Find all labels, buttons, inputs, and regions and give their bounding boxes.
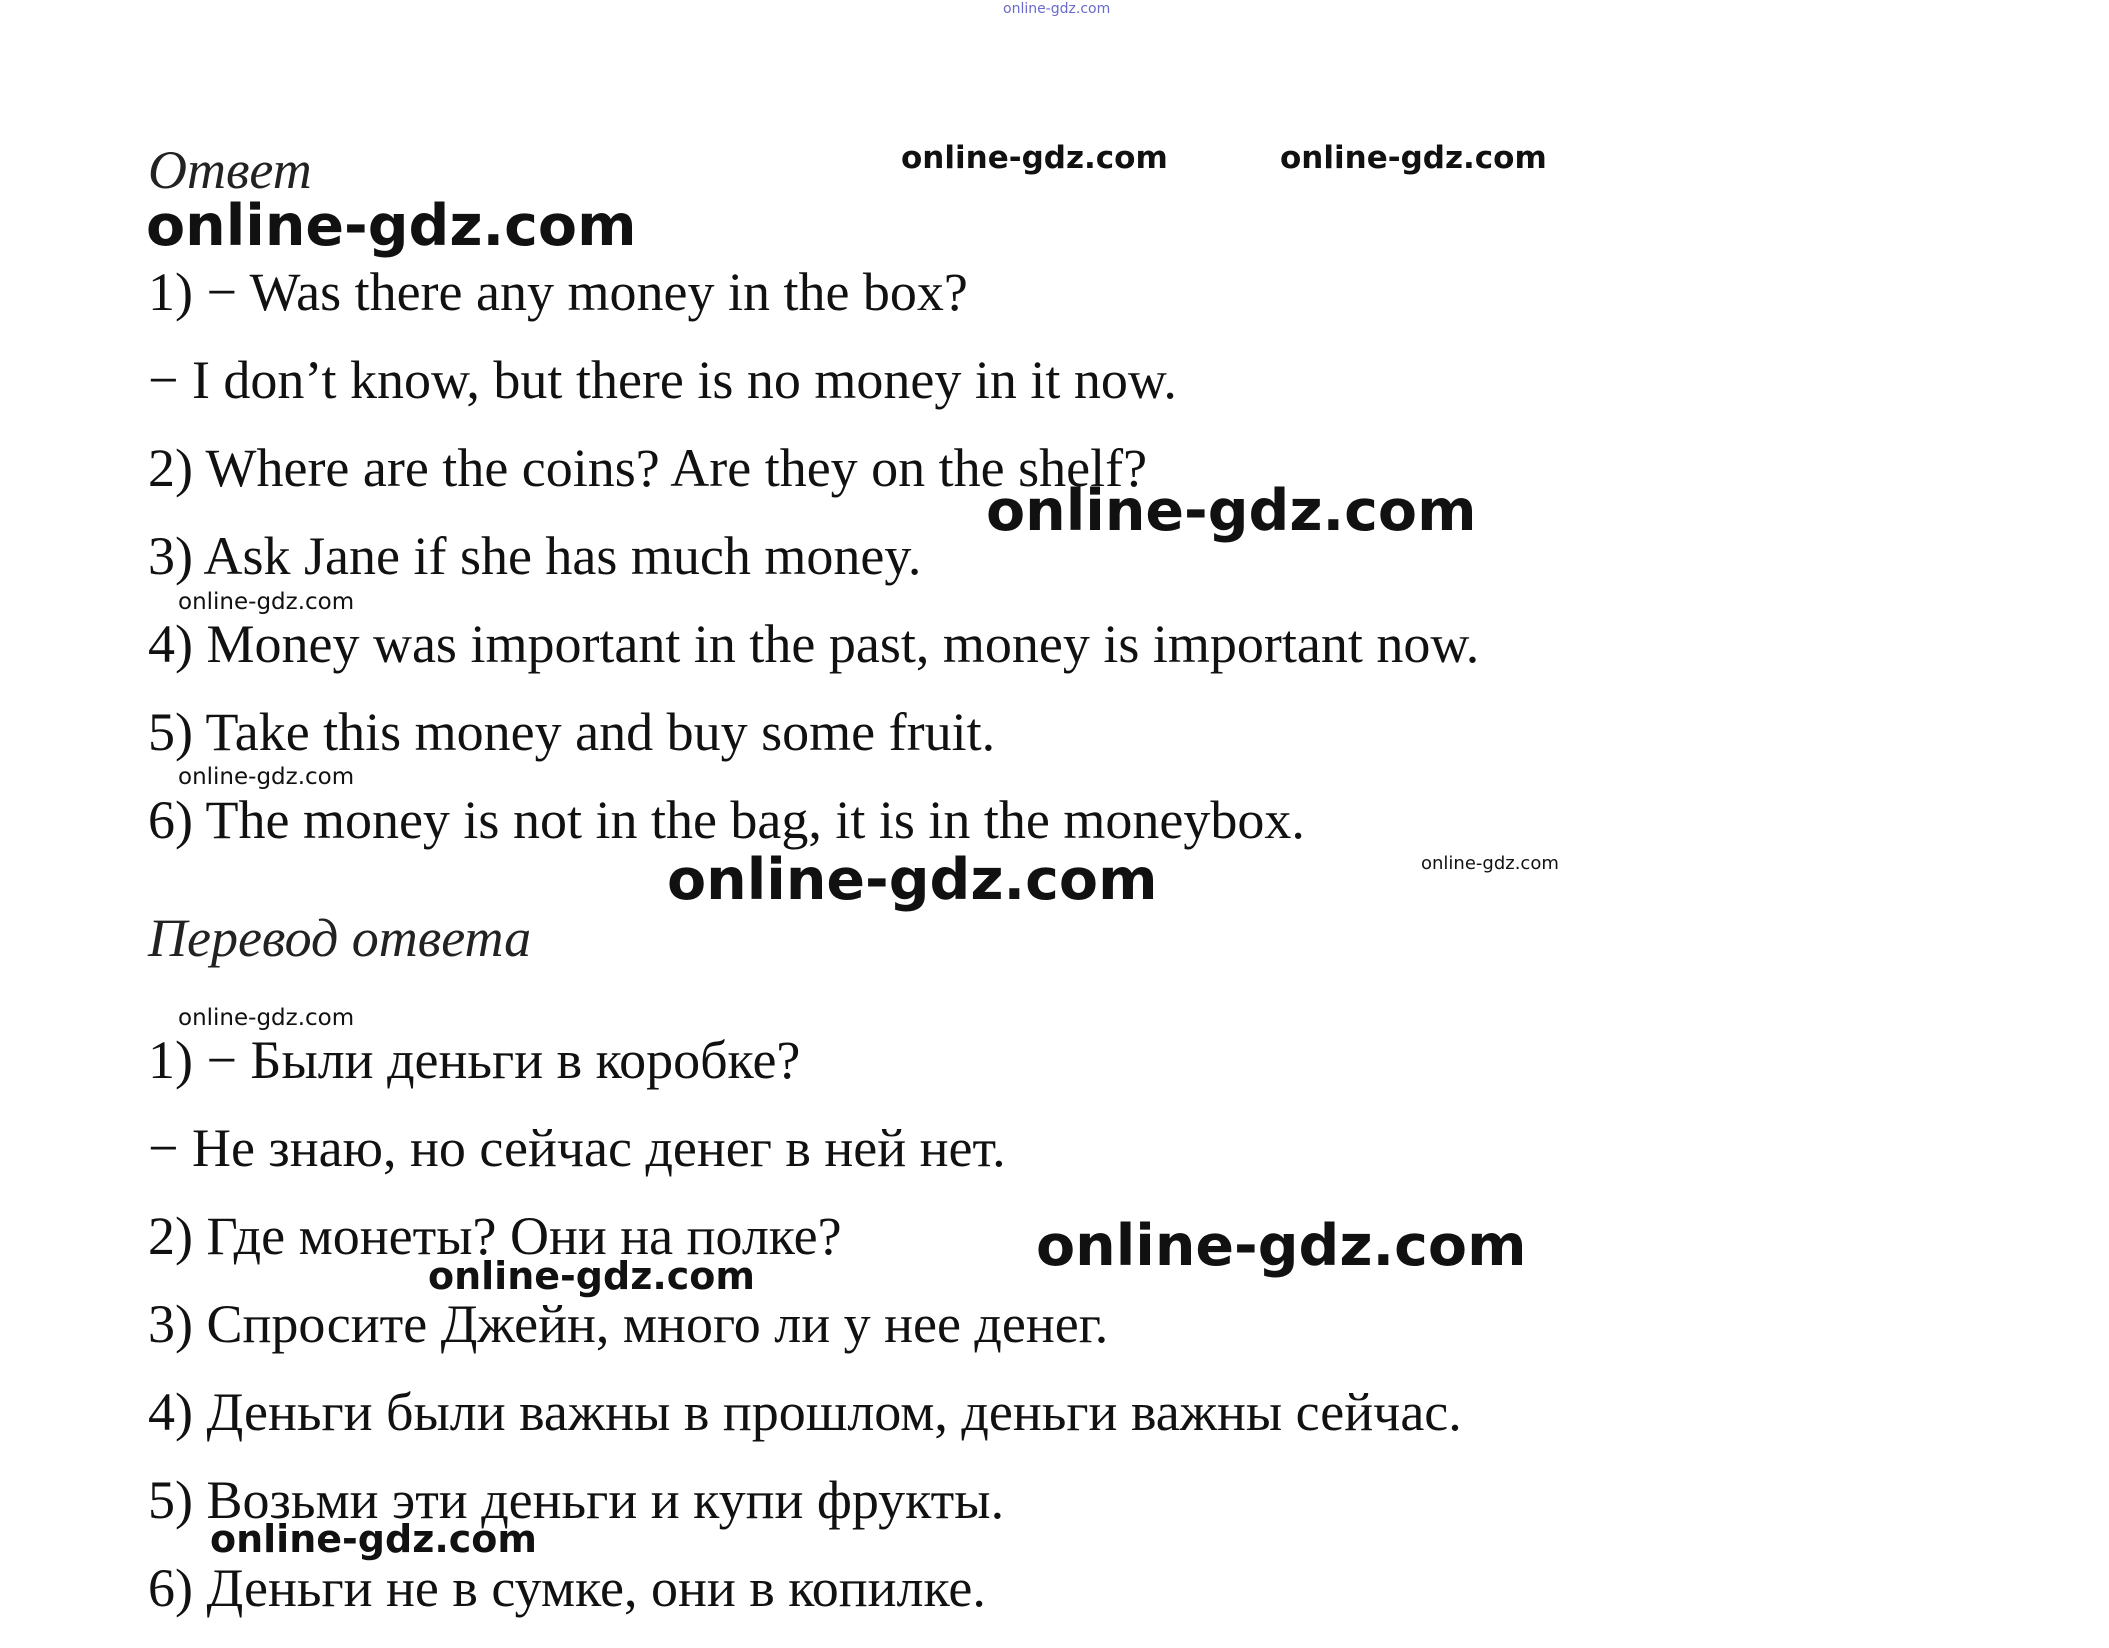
translation-line-2: − Не знаю, но сейчас денег в ней нет. [148,1118,1006,1178]
translation-heading: Перевод ответа [148,908,532,968]
watermark-before-line-5: online-gdz.com [178,589,355,615]
answer-line-5: 4) Money was important in the past, money is important now. [148,614,1480,674]
translation-line-1: 1) − Были деньги в коробке? [148,1030,801,1090]
translation-line-4: 3) Спросите Джейн, много ли у нее денег. [148,1294,1109,1354]
answer-line-7: 6) The money is not in the bag, it is in the moneybox. [148,790,1305,850]
watermark-after-line-3: online-gdz.com [986,478,1477,544]
answer-line-4: 3) Ask Jane if she has much money. [148,526,922,586]
watermark-before-line-7: online-gdz.com [178,764,355,790]
answer-line-2: − I don’t know, but there is no money in it now. [148,350,1177,410]
translation-line-7: 6) Деньги не в сумке, они в копилке. [148,1558,986,1618]
answer-line-1: 1) − Was there any money in the box? [148,262,968,322]
answer-line-3: 2) Where are the coins? Are they on the shelf? [148,438,1148,498]
watermark-ru-after-line-3-med: online-gdz.com [428,1254,755,1298]
watermark-ru-after-line-3-big: online-gdz.com [1036,1213,1527,1279]
answer-heading: Ответ [148,140,312,200]
watermark-before-ru-line-1: online-gdz.com [178,1005,355,1031]
translation-line-3: 2) Где монеты? Они на полке? [148,1206,842,1266]
translation-line-6: 5) Возьми эти деньги и купи фрукты. [148,1470,1005,1530]
watermark-after-line-7-big: online-gdz.com [667,847,1158,913]
watermark-ru-after-line-6: online-gdz.com [210,1517,537,1561]
watermark-header-1: online-gdz.com [901,140,1168,176]
watermark-big-under-title: online-gdz.com [146,193,637,259]
answer-line-6: 5) Take this money and buy some fruit. [148,702,996,762]
watermark-header-2: online-gdz.com [1280,140,1547,176]
translation-line-5: 4) Деньги были важны в прошлом, деньги важны сейчас. [148,1382,1462,1442]
watermark-top: online-gdz.com [1003,1,1111,17]
watermark-after-line-7-small: online-gdz.com [1421,853,1559,874]
